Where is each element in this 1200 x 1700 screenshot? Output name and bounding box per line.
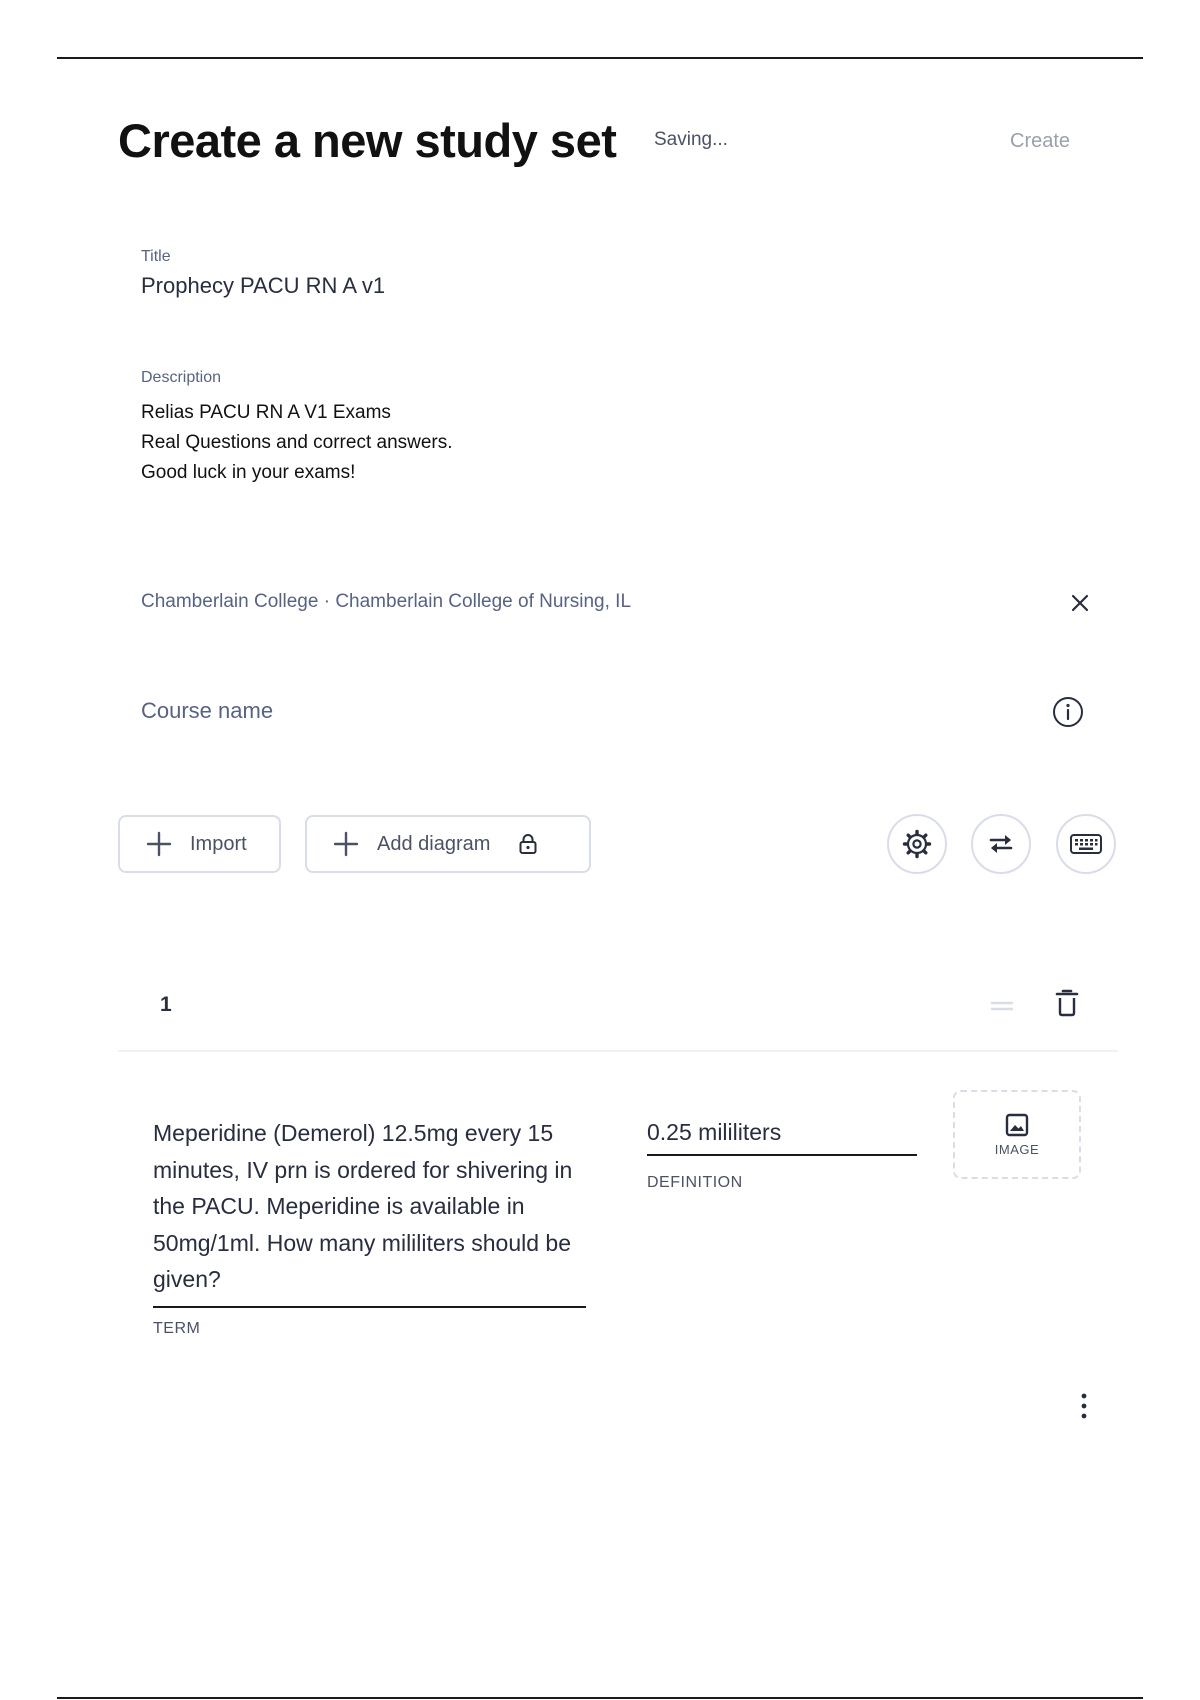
card-number: 1 — [160, 993, 172, 1016]
course-name-input[interactable]: Course name — [141, 698, 274, 723]
term-input[interactable]: Meperidine (Demerol) 12.5mg every 15 minutes, IV prn is ordered for shivering in the PACU. Meperidine is available in 50mg/1ml. How many mililiters should be given? — [153, 1115, 586, 1308]
saving-status: Saving... — [654, 129, 728, 150]
school-field[interactable]: Chamberlain College · Chamberlain College of Nursing, IL — [141, 591, 632, 612]
top-rule — [57, 57, 1143, 59]
more-options-icon[interactable] — [1072, 1390, 1096, 1422]
import-button[interactable] — [118, 815, 281, 873]
page-title: Create a new study set — [118, 114, 617, 167]
keyboard-shortcuts-button[interactable] — [1056, 814, 1116, 874]
description-line: Good luck in your exams! — [141, 462, 356, 483]
add-image-button[interactable] — [953, 1090, 1081, 1179]
gear-icon — [901, 828, 933, 860]
description-line: Real Questions and correct answers. — [141, 432, 453, 453]
image-label: IMAGE — [994, 1142, 1040, 1157]
drag-handle-icon[interactable] — [989, 996, 1015, 1016]
close-icon[interactable] — [1065, 588, 1095, 618]
plus-icon — [333, 831, 359, 857]
keyboard-icon — [1069, 831, 1103, 857]
swap-icon — [985, 828, 1017, 860]
image-icon — [1004, 1112, 1030, 1138]
definition-label: DEFINITION — [647, 1174, 743, 1191]
add-diagram-button[interactable] — [305, 815, 591, 873]
description-line: Relias PACU RN A V1 Exams — [141, 402, 391, 423]
lock-icon — [516, 832, 540, 856]
description-label: Description — [141, 369, 222, 386]
swap-terms-button[interactable] — [971, 814, 1031, 874]
card-divider — [118, 1050, 1118, 1052]
bottom-rule — [57, 1697, 1143, 1699]
definition-input[interactable]: 0.25 mililiters — [647, 1119, 917, 1156]
title-input[interactable]: Prophecy PACU RN A v1 — [141, 273, 386, 298]
create-button[interactable]: Create — [1010, 130, 1071, 152]
term-label: TERM — [153, 1320, 201, 1337]
add-diagram-label: Add diagram — [377, 832, 491, 855]
plus-icon — [146, 831, 172, 857]
title-label: Title — [141, 248, 171, 265]
import-label: Import — [190, 832, 247, 855]
info-icon[interactable] — [1051, 695, 1085, 729]
trash-icon[interactable] — [1053, 988, 1081, 1018]
settings-button[interactable] — [887, 814, 947, 874]
